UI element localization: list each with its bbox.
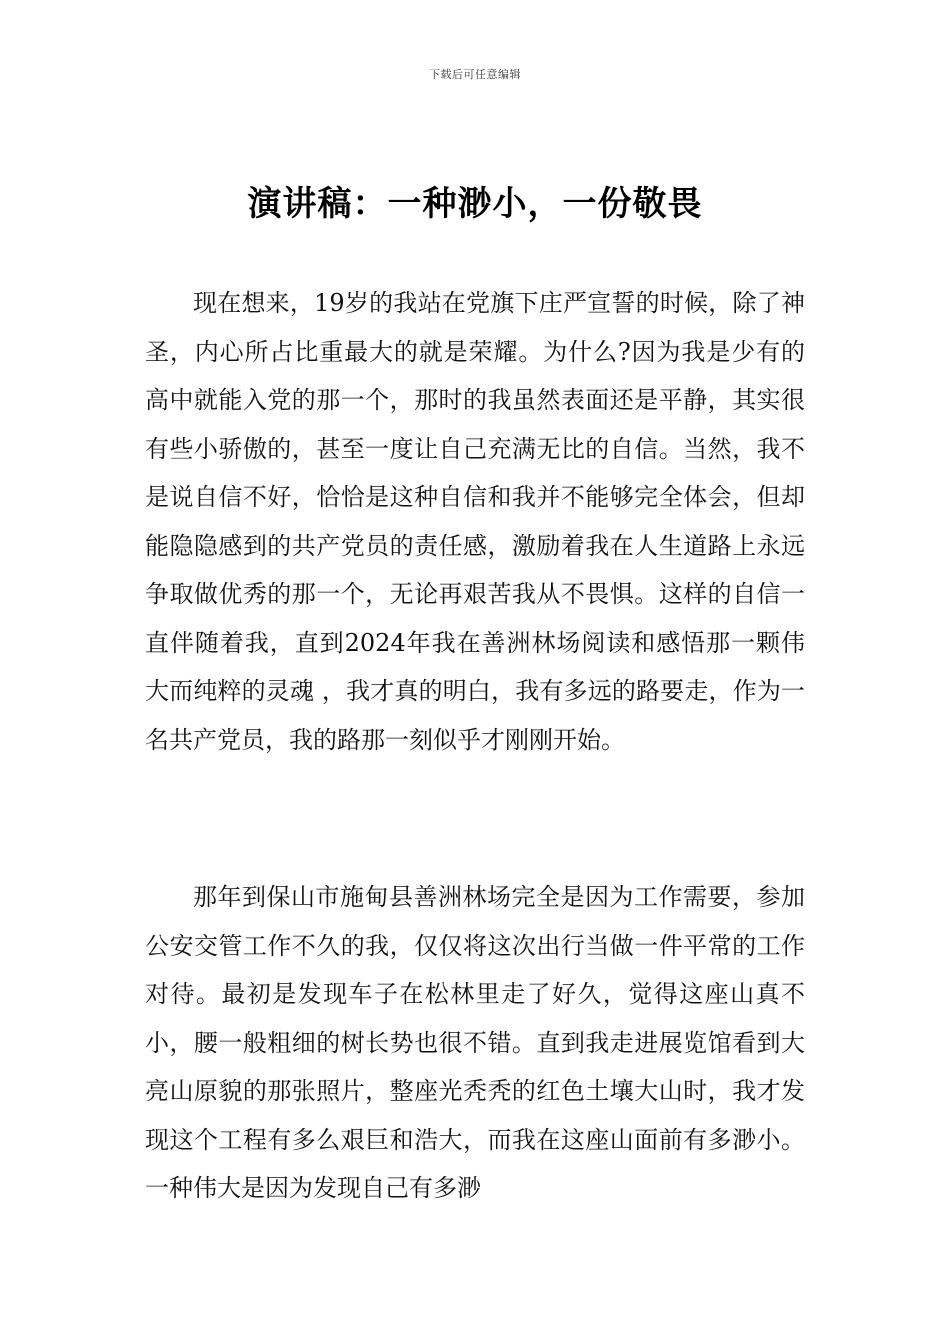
page-header-note: 下载后可任意编辑 — [429, 68, 521, 81]
document-title: 演讲稿：一种渺小，一份敬畏 — [247, 184, 703, 224]
paragraph-2-container — [145, 873, 805, 1213]
paragraph-1-container — [145, 279, 805, 764]
body-paragraph: 那年到保山市施甸县善洲林场完全是因为工作需要，参加公安交管工作不久的我，仅仅将这次出行当做一件平常的工作对待。最初是发现车子在松林里走了好久，觉得这座山真不小，腰一般粗细的树长势也很不错。直到我走进展览馆看到大亮山原貌的那张照片，整座光秃秃的红色土壤大山时，我才发现这个工程有多么艰巨和浩大，而我在这座山面前有多渺小。一种伟大是因为发现自己有多渺 — [145, 883, 805, 1202]
body-paragraph: 现在想来，19岁的我站在党旗下庄严宣誓的时候，除了神圣，内心所占比重最大的就是荣耀。为什么?因为我是少有的高中就能入党的那一个，那时的我虽然表面还是平静，其实很有些小骄傲的，甚至一度让自己充满无比的自信。当然，我不是说自信不好，恰恰是这种自信和我并不能够完全体会，但却能隐隐感到的共产党员的责任感，激励着我在人生道路上永远争取做优秀的那一个，无论再艰苦我从不畏惧。这样的自信一直伴随着我，直到2024年我在善洲林场阅读和感悟那一颗伟大而纯粹的灵魂 ，我才真的明白，我有多远的路要走，作为一名共产党员，我的路那一刻似乎才刚刚开始。 — [145, 289, 805, 754]
